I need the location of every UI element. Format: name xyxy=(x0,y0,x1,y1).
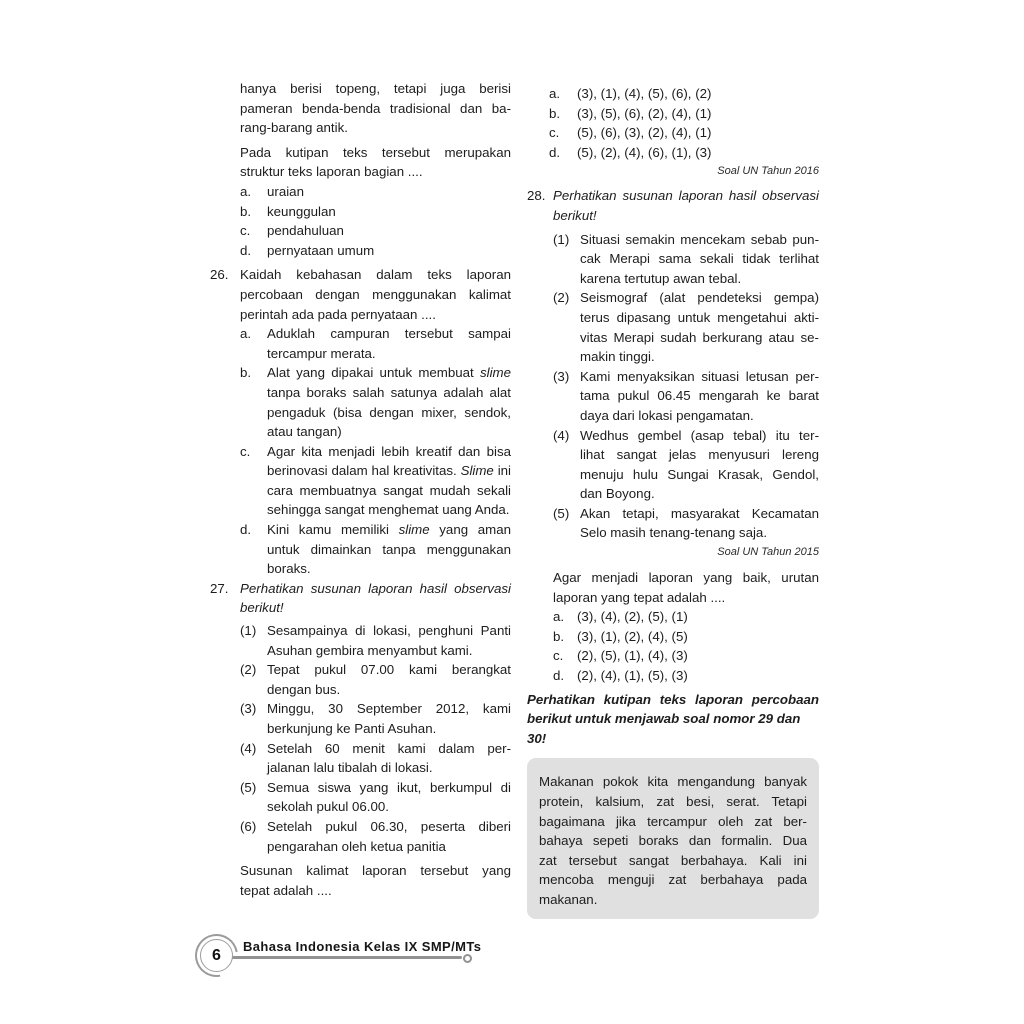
list-item-number: (4) xyxy=(553,427,570,443)
option-text: (5), (2), (4), (6), (1), (3) xyxy=(577,144,712,160)
q25-continuation-paragraph: hanya berisi topeng, tetapi juga berisi pameran benda-benda tradisional dan ba- rang-barang antik. xyxy=(240,81,511,136)
q28-source-tag: Soal UN Tahun 2015 xyxy=(717,546,819,559)
list-item-text: Tepat pukul 07.00 kami berangkat dengan bus. xyxy=(267,662,511,697)
option-letter: a. xyxy=(549,86,561,101)
option-letter: a. xyxy=(240,326,252,342)
question-number: 27. xyxy=(210,580,229,596)
option-text: (3), (1), (4), (5), (6), (2) xyxy=(577,86,712,101)
q28-question-text: Agar menjadi laporan yang baik, urutan laporan yang tepat adalah .... xyxy=(553,570,819,605)
option-letter: d. xyxy=(549,144,561,160)
list-item-text: Seismograf (alat pendeteksi gempa) terus dipasang untuk mengetahui akti- vitas Merapi sudah berkurang atau se- makin tinggi. xyxy=(580,290,819,365)
option-letter: c. xyxy=(240,223,251,239)
option-row xyxy=(240,442,511,520)
option-letter: c. xyxy=(240,443,251,459)
option-text: (3), (5), (6), (2), (4), (1) xyxy=(577,105,712,121)
q28-numbered-list xyxy=(553,230,819,544)
question-body xyxy=(240,265,511,579)
page-number: 6 xyxy=(212,946,221,964)
option-row xyxy=(240,363,511,441)
list-item-number: (2) xyxy=(240,662,257,678)
option-row xyxy=(553,607,819,627)
list-item-number: (1) xyxy=(240,623,257,639)
option-row xyxy=(240,520,511,579)
option-row xyxy=(553,666,819,686)
option-row xyxy=(553,627,819,647)
q26-question-text: Kaidah kebahasan dalam teks laporan percobaan dengan menggunakan kalimat perintah ada pada pernyataan .... xyxy=(240,267,511,322)
list-item-number: (6) xyxy=(240,818,257,834)
list-item-number: (2) xyxy=(553,290,570,306)
q27-numbered-list xyxy=(240,621,511,856)
option-letter: d. xyxy=(240,242,252,258)
list-item-text: Sesampainya di lokasi, penghuni Panti Asuhan gembira menyambut kami. xyxy=(267,623,511,658)
list-item xyxy=(240,660,511,699)
option-text: (5), (6), (3), (2), (4), (1) xyxy=(577,125,712,141)
option-letter: a. xyxy=(240,183,252,199)
list-item-number: (5) xyxy=(553,505,570,521)
passage-box: Makanan pokok kita mengandung banyak protein, kalsium, zat besi, serat. Tetapi bagaimana jika tercampur oleh zat ber- bahaya sepeti boraks dan formalin. Dua zat tersebut sangat berbahaya. Kali ini mencoba menguji zat berbahaya pada makanan. xyxy=(527,758,819,918)
q27-source-tag: Soal UN Tahun 2016 xyxy=(717,165,819,178)
list-item-text: Setelah 60 menit kami dalam per- jalanan lalu tibalah di lokasi. xyxy=(267,740,511,776)
option-letter: b. xyxy=(240,365,252,381)
list-item-text: Semua siswa yang ikut, berkumpul di sekolah pukul 06.00. xyxy=(267,779,511,815)
option-text: Agar kita menjadi lebih kreatif dan bisa berinovasi dalam hal kreativitas. Slime ini cara membuatnya sangat mudah sekali sehingga sangat menghemat uang Anda. xyxy=(267,443,511,518)
q27-options xyxy=(527,84,819,162)
list-item-text: Minggu, 30 September 2012, kami berkunjung ke Panti Asuhan. xyxy=(267,701,511,736)
option-text: (2), (4), (1), (5), (3) xyxy=(577,668,688,684)
option-row xyxy=(240,324,511,363)
option-row xyxy=(549,104,819,124)
question-number: 26. xyxy=(210,267,229,283)
q25-options xyxy=(210,182,511,260)
option-row xyxy=(240,182,511,202)
option-letter: d. xyxy=(553,668,565,684)
list-item-text: Akan tetapi, masyarakat Kecamatan Selo masih tenang-tenang saja. xyxy=(580,505,819,541)
option-text: Alat yang dipakai untuk membuat slime tanpa boraks salah satunya adalah alat pengaduk (bisa dengan mixer, sendok, atau tangan) xyxy=(267,365,511,440)
list-item-number: (3) xyxy=(553,368,570,384)
option-letter: b. xyxy=(553,628,565,644)
option-row xyxy=(549,143,819,163)
question-body xyxy=(240,579,511,901)
question-body xyxy=(553,186,819,685)
option-letter: d. xyxy=(240,522,252,538)
list-item-number: (5) xyxy=(240,779,257,795)
list-item xyxy=(553,230,819,289)
list-item xyxy=(553,288,819,366)
q28-intro-text: Perhatikan susunan laporan hasil observasi berikut! xyxy=(553,188,819,223)
option-text: (3), (4), (2), (5), (1) xyxy=(577,609,688,625)
option-row xyxy=(240,202,511,222)
option-letter: c. xyxy=(553,648,564,664)
option-letter: a. xyxy=(553,609,565,625)
option-text: pendahuluan xyxy=(267,223,344,239)
list-item-number: (4) xyxy=(240,740,257,756)
option-text: Aduklah campuran tersebut sampai tercampur merata. xyxy=(267,326,511,361)
q27-closing-text: Susunan kalimat laporan tersebut yang tepat adalah .... xyxy=(240,863,511,898)
option-row xyxy=(553,646,819,666)
option-text: Kini kamu memiliki slime yang aman untuk dimainkan tanpa menggunakan boraks. xyxy=(267,522,511,577)
list-item xyxy=(240,739,511,778)
left-column xyxy=(210,79,511,900)
list-item xyxy=(553,367,819,426)
list-item xyxy=(553,426,819,504)
question-26 xyxy=(210,265,511,579)
passage-instruction: Perhatikan kutipan teks laporan percobaan berikut untuk menjawab soal nomor 29 dan 30! xyxy=(527,691,819,746)
option-row xyxy=(240,221,511,241)
option-letter: b. xyxy=(240,203,252,219)
right-column xyxy=(527,84,819,919)
footer-rule xyxy=(228,956,462,959)
list-item-text: Kami menyaksikan situasi letusan per- tama pukul 06.45 mengarah ke barat daya dari lokasi pengamatan. xyxy=(580,368,819,423)
option-text: uraian xyxy=(267,183,304,199)
q27-intro-text: Perhatikan susunan laporan hasil observasi berikut! xyxy=(240,580,511,616)
question-27 xyxy=(210,579,511,901)
option-row xyxy=(549,123,819,143)
option-row xyxy=(240,241,511,261)
list-item xyxy=(553,504,819,543)
book-title: Bahasa Indonesia Kelas IX SMP/MTs xyxy=(243,939,482,954)
list-item xyxy=(240,699,511,738)
q25-question-paragraph: Pada kutipan teks tersebut merupakan struktur teks laporan bagian .... xyxy=(240,144,511,180)
option-text: (3), (1), (2), (4), (5) xyxy=(577,628,688,644)
question-28 xyxy=(527,186,819,685)
q28-options xyxy=(553,607,819,685)
option-letter: c. xyxy=(549,125,560,141)
list-item-text: Setelah pukul 06.30, peserta diberi pengarahan oleh ketua panitia xyxy=(267,818,511,854)
option-row xyxy=(549,84,819,104)
list-item-text: Wedhus gembel (asap tebal) itu ter- lihat sangat jelas menyusuri lereng menuju hulu Sungai Krasak, Gendol, dan Boyong. xyxy=(580,427,819,502)
question-number: 28. xyxy=(527,188,546,204)
list-item-number: (3) xyxy=(240,701,257,717)
list-item xyxy=(240,621,511,660)
q26-options xyxy=(240,324,511,579)
option-text: (2), (5), (1), (4), (3) xyxy=(577,648,688,664)
list-item-text: Situasi semakin mencekam sebab pun- cak Merapi sama sekali tidak terlihat karena tertutup awan tebal. xyxy=(580,231,819,286)
list-item-number: (1) xyxy=(553,231,570,247)
option-text: keunggulan xyxy=(267,203,336,219)
page-number-badge xyxy=(200,939,233,972)
list-item xyxy=(240,778,511,817)
option-letter: b. xyxy=(549,105,561,121)
list-item xyxy=(240,817,511,856)
option-text: pernyataan umum xyxy=(267,242,375,258)
